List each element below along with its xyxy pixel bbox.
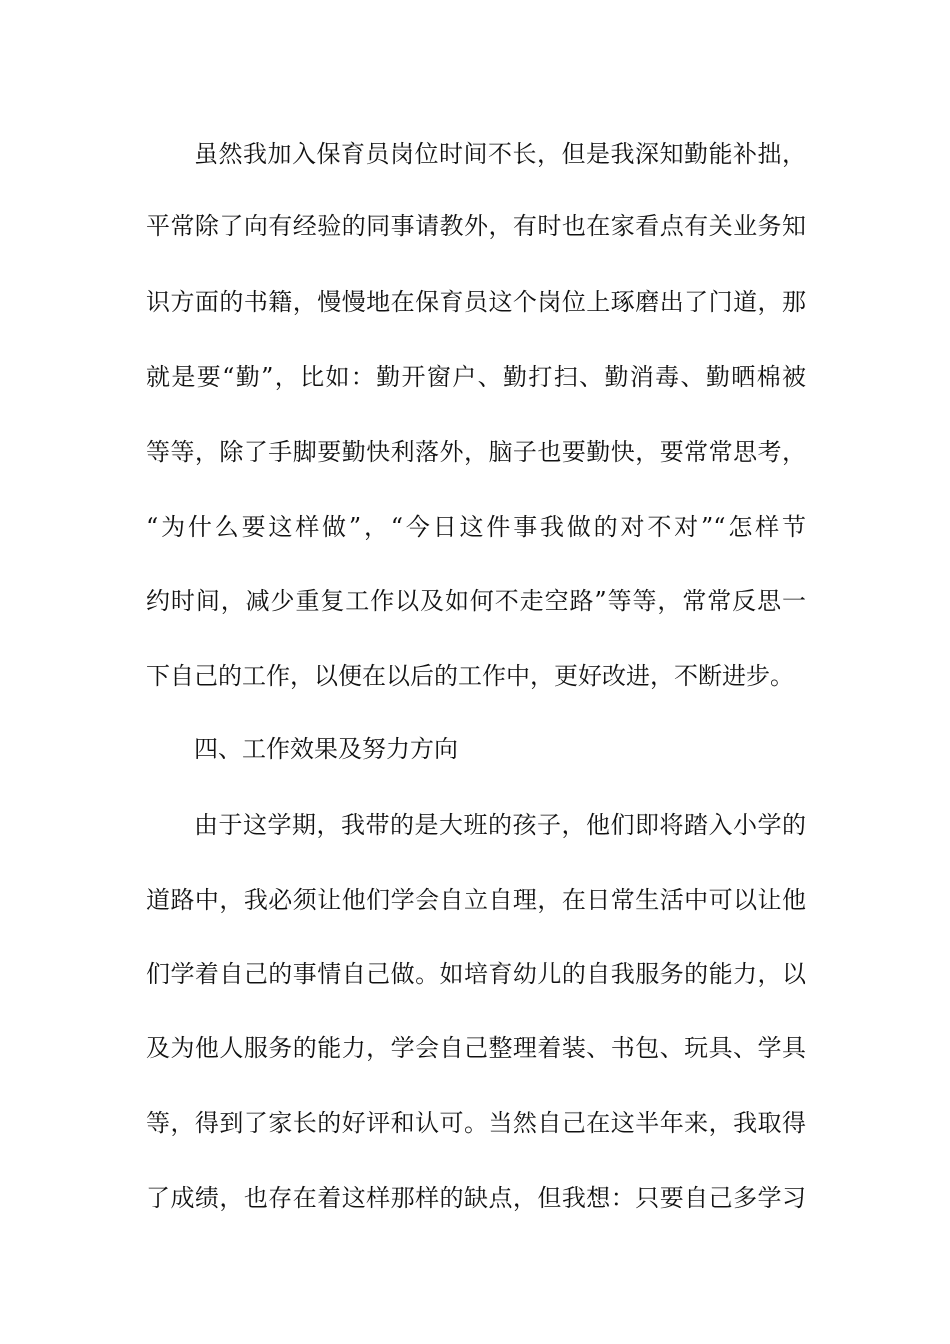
paragraph-line: 及为他人服务的能力，学会自己整理着装、书包、玩具、学具 (146, 1034, 806, 1062)
paragraph-line: 了成绩，也存在着这样那样的缺点，但我想：只要自己多学习 (146, 1184, 806, 1212)
paragraph-line: 平常除了向有经验的同事请教外，有时也在家看点有关业务知 (146, 212, 806, 240)
paragraph-line: 虽然我加入保育员岗位时间不长，但是我深知勤能补拙， (194, 140, 806, 168)
paragraph-line: “为什么要这样做”，“今日这件事我做的对不对”“怎样节 (146, 513, 806, 541)
section-heading: 四、工作效果及努力方向 (194, 735, 458, 763)
paragraph-line: 等，得到了家长的好评和认可。当然自己在这半年来，我取得 (146, 1109, 806, 1137)
paragraph-line: 约时间，减少重复工作以及如何不走空路”等等，常常反思一 (146, 587, 806, 615)
paragraph-line: 由于这学期，我带的是大班的孩子，他们即将踏入小学的 (194, 811, 806, 839)
paragraph-line: 道路中，我必须让他们学会自立自理，在日常生活中可以让他 (146, 886, 806, 914)
paragraph-line: 识方面的书籍，慢慢地在保育员这个岗位上琢磨出了门道，那 (146, 288, 806, 316)
paragraph-line: 等等，除了手脚要勤快利落外，脑子也要勤快，要常常思考， (146, 438, 806, 466)
paragraph-line: 就是要“勤”，比如：勤开窗户、勤打扫、勤消毒、勤晒棉被 (146, 363, 806, 391)
paragraph-line: 下自己的工作，以便在以后的工作中，更好改进，不断进步。 (146, 662, 794, 690)
paragraph-line: 们学着自己的事情自己做。如培育幼儿的自我服务的能力，以 (146, 960, 806, 988)
